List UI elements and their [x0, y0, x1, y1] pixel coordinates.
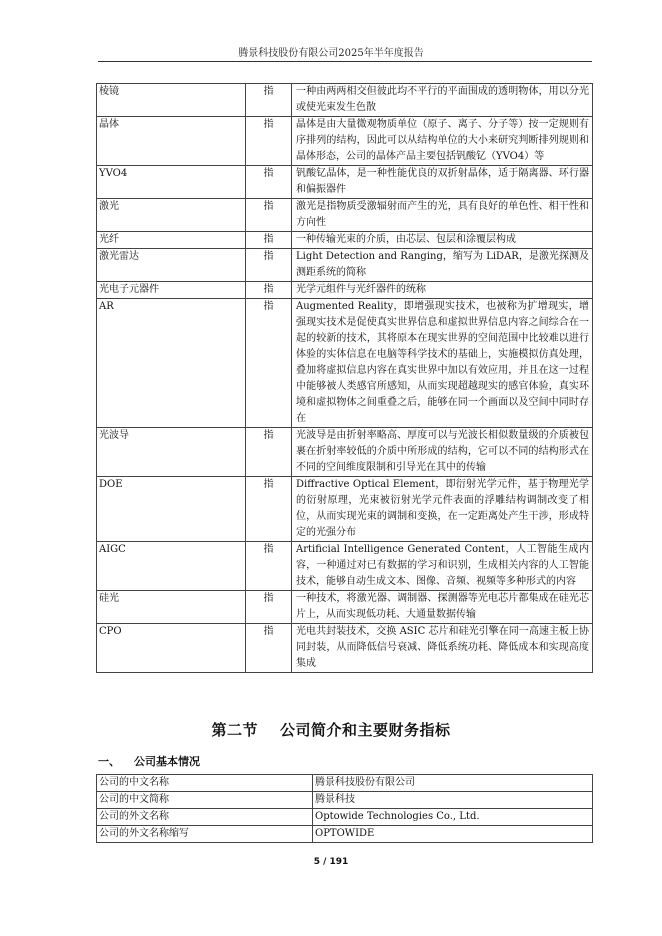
definition-row: [97, 542, 593, 591]
definition-text: 一种传输光束的介质，由芯层、包层和涂覆层构成: [292, 232, 593, 249]
definition-text: 激光是指物质受激辐射而产生的光，具有良好的单色性、相干性和方向性: [292, 199, 593, 232]
definition-marker: 指: [246, 624, 292, 673]
subsection-heading: [98, 753, 200, 769]
definition-marker: 指: [246, 477, 292, 542]
definition-text: 光波导是由折射率略高、厚度可以与光波长相似数量级的介质被包裹在折射率较低的介质中所形成的结构，它可以不同的结构形式在不同的空间维度限制和引导光在其中的传输: [292, 428, 593, 477]
definition-term: 棱镜: [97, 84, 246, 117]
section-number: 第二节: [211, 721, 258, 739]
definition-row: [97, 428, 593, 477]
definition-term: 光电子元器件: [97, 282, 246, 299]
definition-marker: 指: [246, 166, 292, 199]
definition-row: [97, 117, 593, 166]
definition-row: [97, 477, 593, 542]
definition-term: DOE: [97, 477, 246, 542]
section-name: 公司简介和主要财务指标: [280, 721, 451, 739]
definition-marker: 指: [246, 199, 292, 232]
definition-row: [97, 166, 593, 199]
info-key: 公司的中文简称: [97, 792, 313, 809]
definition-term: 激光雷达: [97, 249, 246, 282]
definition-marker: 指: [246, 428, 292, 477]
definition-row: [97, 299, 593, 428]
definition-term: AIGC: [97, 542, 246, 591]
definitions-table: [96, 83, 593, 673]
definition-text: Artificial Intelligence Generated Content，人工智能生成内容，一种通过对已有数据的学习和识别，生成相关内容的人工智能技术，能够自动生成文本、图像、音频、视频等多种形式的内容: [292, 542, 593, 591]
definition-term: AR: [97, 299, 246, 428]
definition-row: [97, 84, 593, 117]
definition-text: 光学元组件与光纤器件的统称: [292, 282, 593, 299]
definition-text: Diffractive Optical Element，即衍射光学元件，基于物理光学的衍射原理，光束被衍射光学元件表面的浮雕结构调制改变了相位，从而实现光束的调制和变换，在一定距离处产生干涉，形成特定的光强分布: [292, 477, 593, 542]
definition-row: [97, 249, 593, 282]
definition-marker: 指: [246, 299, 292, 428]
definition-marker: 指: [246, 232, 292, 249]
info-value: 腾景科技: [313, 792, 593, 809]
definition-term: 光纤: [97, 232, 246, 249]
section-title: [0, 719, 662, 740]
definition-term: 激光: [97, 199, 246, 232]
info-key: 公司的外文名称缩写: [97, 826, 313, 843]
info-value: OPTOWIDE: [313, 826, 593, 843]
definition-marker: 指: [246, 84, 292, 117]
definition-row: [97, 232, 593, 249]
subsection-title: 公司基本情况: [134, 755, 200, 768]
definition-term: 硅光: [97, 591, 246, 624]
definition-text: 一种由两两相交但彼此均不平行的平面围成的透明物体，用以分光或使光束发生色散: [292, 84, 593, 117]
header-rule: [98, 61, 592, 62]
page-header: 腾景科技股份有限公司2025年半年度报告: [238, 48, 424, 59]
definition-text: 晶体是由大量微观物质单位（原子、离子、分子等）按一定规则有序排列的结构，因此可以从结构单位的大小来研究判断排列规则和晶体形态，公司的晶体产品主要包括钒酸钇（YVO4）等: [292, 117, 593, 166]
definition-row: [97, 624, 593, 673]
definition-text: Augmented Reality，即增强现实技术，也被称为扩增现实，增强现实技术是促使真实世界信息和虚拟世界信息内容之间综合在一起的较新的技术，其将原本在现实世界的空间范围中比较难以进行体验的实体信息在电脑等科学技术的基础上，实施模拟仿真处理，叠加将虚拟信息内容在真实世界中加以有效应用，并且在这一过程中能够被人类感官所感知，从而实现超越现实的感官体验，真实环境和虚拟物体之间重叠之后，能够在同一个画面以及空间中同时存在: [292, 299, 593, 428]
definition-text: 光电共封装技术，交换 ASIC 芯片和硅光引擎在同一高速主板上协同封装，从而降低信号衰减、降低系统功耗、降低成本和实现高度集成: [292, 624, 593, 673]
subsection-index: 一、: [98, 755, 120, 768]
definition-marker: 指: [246, 249, 292, 282]
info-row: [97, 775, 593, 792]
definition-marker: 指: [246, 542, 292, 591]
page-number: 5 / 191: [313, 857, 349, 867]
definition-row: [97, 199, 593, 232]
definition-term: CPO: [97, 624, 246, 673]
definition-text: 一种技术，将激光器、调制器、探测器等光电芯片都集成在硅光芯片上，从而实现低功耗、大通量数据传输: [292, 591, 593, 624]
definition-term: YVO4: [97, 166, 246, 199]
info-value: 腾景科技股份有限公司: [313, 775, 593, 792]
definition-row: [97, 282, 593, 299]
definition-text: 钒酸钇晶体，是一种性能优良的双折射晶体，适于隔离器、环行器和偏振器件: [292, 166, 593, 199]
info-key: 公司的外文名称: [97, 809, 313, 826]
info-row: [97, 826, 593, 843]
company-info-table: [96, 774, 593, 843]
definition-marker: 指: [246, 591, 292, 624]
info-key: 公司的中文名称: [97, 775, 313, 792]
definition-term: 晶体: [97, 117, 246, 166]
info-row: [97, 792, 593, 809]
definition-term: 光波导: [97, 428, 246, 477]
info-row: [97, 809, 593, 826]
definition-marker: 指: [246, 117, 292, 166]
definition-text: Light Detection and Ranging，缩写为 LiDAR，是激光探测及测距系统的简称: [292, 249, 593, 282]
definition-marker: 指: [246, 282, 292, 299]
definition-row: [97, 591, 593, 624]
info-value: Optowide Technologies Co., Ltd.: [313, 809, 593, 826]
